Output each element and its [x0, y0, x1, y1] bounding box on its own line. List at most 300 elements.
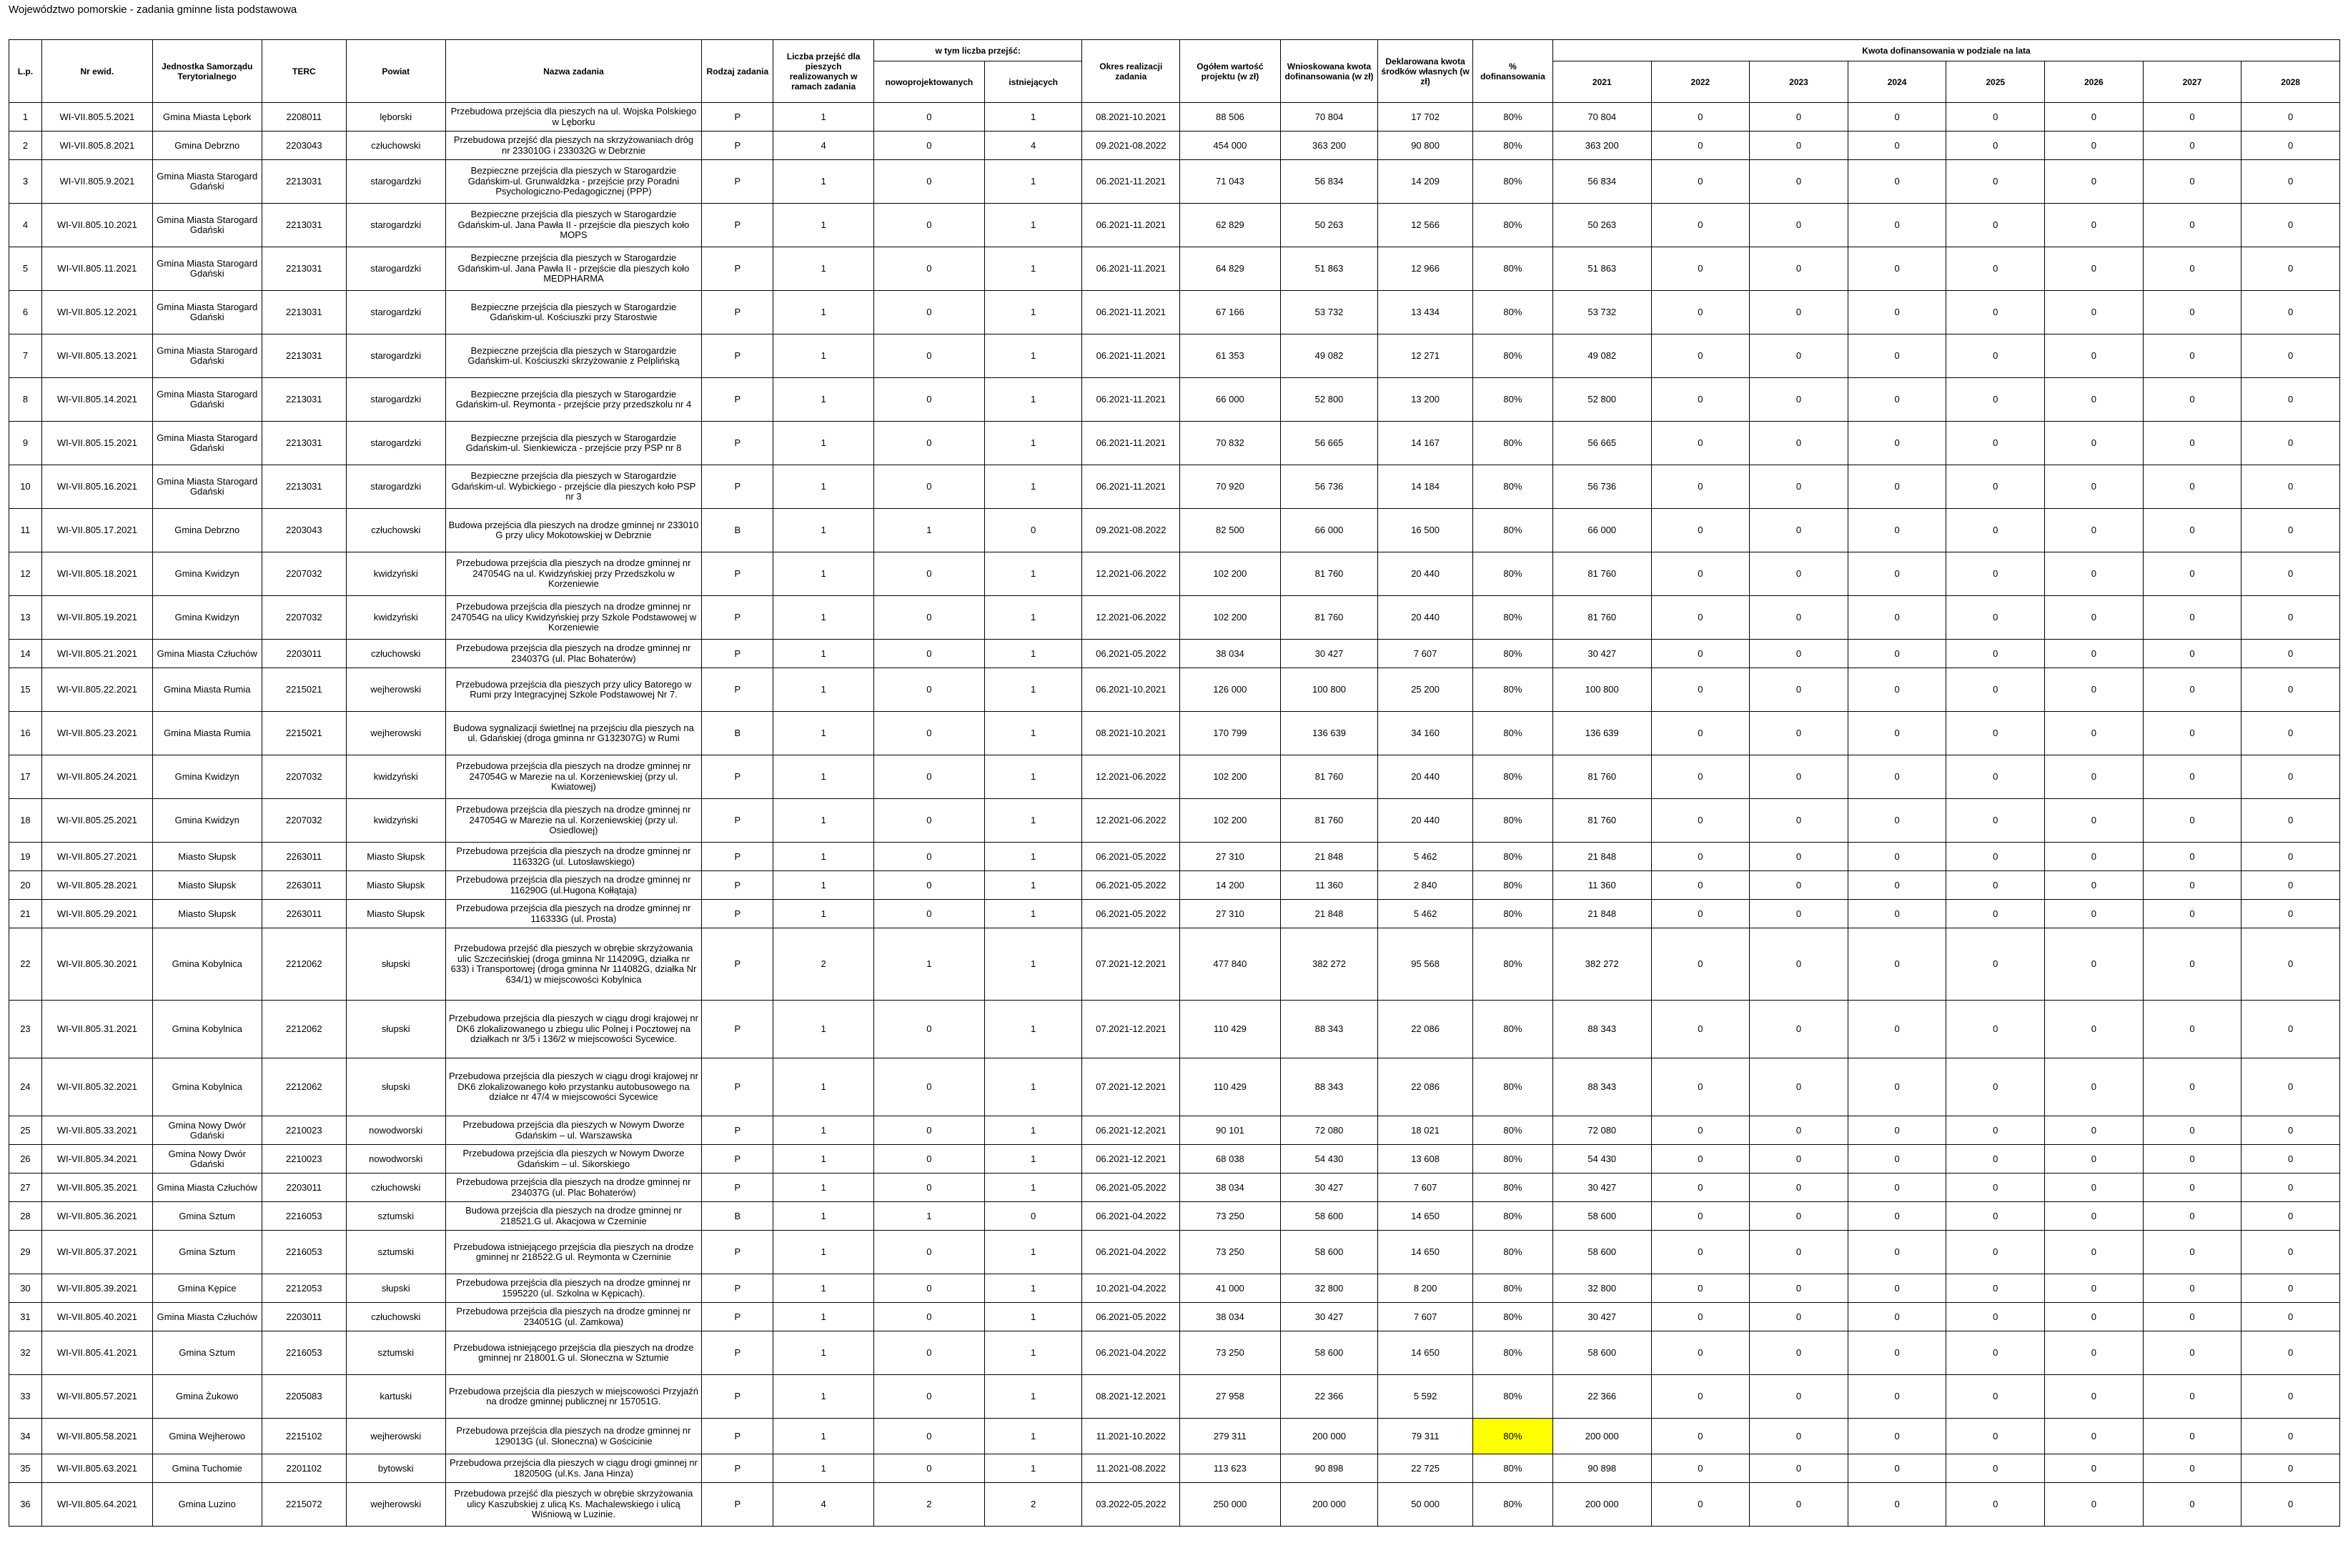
cell-jst: Gmina Miasta Lębork [152, 103, 262, 132]
cell-powiat: kwidzyński [346, 596, 445, 640]
cell-liczba-przejsc: 1 [773, 1303, 874, 1331]
cell-rodzaj-zadania: P [702, 160, 773, 204]
cell-procent-dofinansowania: 80% [1472, 755, 1552, 799]
cell-rodzaj-zadania: P [702, 1001, 773, 1058]
cell-year-amount: 0 [2143, 291, 2242, 334]
cell-year-amount: 0 [2242, 871, 2340, 900]
cell-jst: Gmina Miasta Rumia [152, 668, 262, 712]
cell-jst: Gmina Miasta Starogard Gdański [152, 204, 262, 247]
cell-rodzaj-zadania: P [702, 378, 773, 422]
cell-terc: 2213031 [262, 160, 346, 204]
cell-jst: Gmina Miasta Człuchów [152, 1173, 262, 1202]
cell-year-amount: 0 [1946, 755, 2045, 799]
cell-year-amount: 0 [2143, 1375, 2242, 1419]
cell-nowoprojektowanych: 0 [873, 1058, 984, 1116]
header-istniejacych: istniejących [984, 61, 1082, 103]
cell-terc: 2213031 [262, 378, 346, 422]
header-okres-realizacji: Okres realizacji zadania [1082, 40, 1180, 103]
cell-procent-dofinansowania: 80% [1472, 334, 1552, 378]
cell-rodzaj-zadania: P [702, 1419, 773, 1454]
cell-lp: 35 [9, 1454, 42, 1483]
cell-istniejacych: 0 [984, 1202, 1082, 1231]
cell-liczba-przejsc: 1 [773, 1116, 874, 1145]
cell-powiat: człuchowski [346, 640, 445, 668]
cell-year-amount: 0 [2045, 1331, 2144, 1375]
cell-year-amount: 0 [1848, 1375, 1946, 1419]
cell-year-amount: 0 [1946, 1454, 2045, 1483]
cell-year-amount: 0 [1651, 1145, 1750, 1173]
table-row [9, 1058, 2340, 1116]
cell-ogolem-wartosc: 73 250 [1180, 1231, 1281, 1274]
cell-lp: 4 [9, 204, 42, 247]
cell-year-amount: 0 [1651, 1173, 1750, 1202]
cell-terc: 2215072 [262, 1483, 346, 1527]
cell-nowoprojektowanych: 0 [873, 204, 984, 247]
cell-lp: 24 [9, 1058, 42, 1116]
cell-terc: 2213031 [262, 465, 346, 509]
cell-wnioskowana-kwota: 58 600 [1280, 1331, 1378, 1375]
cell-year-amount: 0 [1946, 712, 2045, 755]
cell-nazwa-zadania: Przebudowa istniejącego przejścia dla pieszych na drodze gminnej nr 218522.G ul. Reymonta w Czerninie [445, 1231, 702, 1274]
cell-year-amount: 0 [1750, 378, 1848, 422]
cell-powiat: kwidzyński [346, 552, 445, 596]
cell-deklarowana-kwota: 22 086 [1378, 1001, 1473, 1058]
cell-year-amount: 0 [1651, 1375, 1750, 1419]
cell-terc: 2215021 [262, 712, 346, 755]
cell-procent-dofinansowania: 80% [1472, 1231, 1552, 1274]
cell-year-amount: 200 000 [1552, 1483, 1651, 1527]
cell-ogolem-wartosc: 27 310 [1180, 900, 1281, 928]
cell-year-amount: 0 [2045, 1001, 2144, 1058]
cell-powiat: wejherowski [346, 1483, 445, 1527]
cell-deklarowana-kwota: 12 566 [1378, 204, 1473, 247]
cell-lp: 21 [9, 900, 42, 928]
cell-year-amount: 0 [2045, 1419, 2144, 1454]
cell-rodzaj-zadania: P [702, 843, 773, 871]
cell-year-amount: 0 [1651, 334, 1750, 378]
cell-year-amount: 0 [1848, 900, 1946, 928]
cell-year-amount: 0 [2045, 668, 2144, 712]
cell-year-amount: 0 [1750, 465, 1848, 509]
cell-istniejacych: 1 [984, 871, 1082, 900]
cell-year-amount: 0 [1848, 378, 1946, 422]
cell-lp: 25 [9, 1116, 42, 1145]
cell-year-amount: 0 [2242, 552, 2340, 596]
cell-year-amount: 0 [1750, 900, 1848, 928]
cell-terc: 2215021 [262, 668, 346, 712]
cell-lp: 7 [9, 334, 42, 378]
cell-year-amount: 0 [2143, 1483, 2242, 1527]
cell-rodzaj-zadania: P [702, 1231, 773, 1274]
header-terc: TERC [262, 40, 346, 103]
cell-procent-dofinansowania: 80% [1472, 465, 1552, 509]
cell-jst: Miasto Słupsk [152, 843, 262, 871]
table-row [9, 1303, 2340, 1331]
cell-powiat: sztumski [346, 1231, 445, 1274]
cell-year-amount: 0 [2143, 1303, 2242, 1331]
header-liczba-przejsc: Liczba przejść dla pieszych realizowanych w ramach zadania [773, 40, 874, 103]
cell-year-amount: 0 [2045, 1454, 2144, 1483]
cell-year-amount: 0 [2045, 1058, 2144, 1116]
cell-rodzaj-zadania: P [702, 871, 773, 900]
cell-terc: 2263011 [262, 871, 346, 900]
cell-terc: 2212062 [262, 928, 346, 1001]
cell-nazwa-zadania: Przebudowa istniejącego przejścia dla pieszych na drodze gminnej nr 218001.G ul. Słoneczna w Sztumie [445, 1331, 702, 1375]
cell-deklarowana-kwota: 34 160 [1378, 712, 1473, 755]
cell-year-amount: 0 [2242, 1001, 2340, 1058]
cell-year-amount: 0 [1750, 132, 1848, 160]
cell-liczba-przejsc: 1 [773, 712, 874, 755]
cell-year-amount: 56 834 [1552, 160, 1651, 204]
cell-okres-realizacji: 12.2021-06.2022 [1082, 596, 1180, 640]
cell-liczba-przejsc: 1 [773, 668, 874, 712]
cell-wnioskowana-kwota: 81 760 [1280, 596, 1378, 640]
cell-ogolem-wartosc: 113 623 [1180, 1454, 1281, 1483]
cell-procent-dofinansowania: 80% [1472, 552, 1552, 596]
cell-ogolem-wartosc: 38 034 [1180, 1173, 1281, 1202]
cell-year-amount: 0 [1651, 799, 1750, 843]
cell-okres-realizacji: 06.2021-11.2021 [1082, 204, 1180, 247]
table-row [9, 132, 2340, 160]
cell-jst: Miasto Słupsk [152, 871, 262, 900]
cell-nr-ewid: WI-VII.805.18.2021 [41, 552, 152, 596]
cell-deklarowana-kwota: 8 200 [1378, 1274, 1473, 1303]
cell-istniejacych: 1 [984, 1001, 1082, 1058]
cell-year-amount: 0 [2242, 596, 2340, 640]
cell-year-amount: 0 [1651, 900, 1750, 928]
cell-nazwa-zadania: Przebudowa przejścia dla pieszych na drodze gminnej nr 1595220 (ul. Szkolna w Kępicach). [445, 1274, 702, 1303]
cell-terc: 2215102 [262, 1419, 346, 1454]
cell-lp: 6 [9, 291, 42, 334]
cell-wnioskowana-kwota: 51 863 [1280, 247, 1378, 291]
cell-year-amount: 0 [1946, 596, 2045, 640]
cell-year-amount: 0 [1750, 422, 1848, 465]
cell-wnioskowana-kwota: 72 080 [1280, 1116, 1378, 1145]
cell-year-amount: 0 [2242, 1419, 2340, 1454]
cell-nazwa-zadania: Bezpieczne przejścia dla pieszych w Starogardzie Gdańskim-ul. Kościuszki skrzyżowanie z Pelplińską [445, 334, 702, 378]
cell-year-amount: 0 [2143, 103, 2242, 132]
table-row [9, 596, 2340, 640]
cell-nr-ewid: WI-VII.805.17.2021 [41, 509, 152, 552]
cell-liczba-przejsc: 1 [773, 1202, 874, 1231]
cell-nowoprojektowanych: 1 [873, 1202, 984, 1231]
cell-year-amount: 0 [1651, 640, 1750, 668]
cell-deklarowana-kwota: 7 607 [1378, 640, 1473, 668]
cell-liczba-przejsc: 1 [773, 799, 874, 843]
cell-year-amount: 70 804 [1552, 103, 1651, 132]
cell-wnioskowana-kwota: 30 427 [1280, 640, 1378, 668]
cell-terc: 2205083 [262, 1375, 346, 1419]
cell-year-amount: 0 [1848, 103, 1946, 132]
header-year: 2022 [1651, 61, 1750, 103]
cell-year-amount: 0 [2045, 712, 2144, 755]
cell-lp: 29 [9, 1231, 42, 1274]
cell-liczba-przejsc: 1 [773, 1331, 874, 1375]
cell-nr-ewid: WI-VII.805.16.2021 [41, 465, 152, 509]
cell-year-amount: 0 [1946, 1331, 2045, 1375]
cell-deklarowana-kwota: 7 607 [1378, 1173, 1473, 1202]
cell-nr-ewid: WI-VII.805.35.2021 [41, 1173, 152, 1202]
cell-year-amount: 0 [1750, 712, 1848, 755]
table-row [9, 871, 2340, 900]
cell-ogolem-wartosc: 102 200 [1180, 596, 1281, 640]
cell-rodzaj-zadania: P [702, 334, 773, 378]
cell-year-amount: 0 [2045, 900, 2144, 928]
cell-year-amount: 30 427 [1552, 640, 1651, 668]
cell-year-amount: 0 [1946, 422, 2045, 465]
cell-nr-ewid: WI-VII.805.11.2021 [41, 247, 152, 291]
cell-nazwa-zadania: Przebudowa przejścia dla pieszych na drodze gminnej nr 247054G w Marezie na ul. Korzeniewskiej (przy ul. Osiedlowej) [445, 799, 702, 843]
cell-wnioskowana-kwota: 100 800 [1280, 668, 1378, 712]
cell-terc: 2213031 [262, 334, 346, 378]
table-body [9, 103, 2340, 1527]
cell-istniejacych: 1 [984, 1116, 1082, 1145]
cell-wnioskowana-kwota: 21 848 [1280, 900, 1378, 928]
cell-year-amount: 0 [2242, 1375, 2340, 1419]
cell-powiat: słupski [346, 1001, 445, 1058]
cell-year-amount: 0 [1750, 552, 1848, 596]
cell-okres-realizacji: 08.2021-12.2021 [1082, 1375, 1180, 1419]
cell-terc: 2207032 [262, 596, 346, 640]
header-lp: L.p. [9, 40, 42, 103]
cell-nr-ewid: WI-VII.805.63.2021 [41, 1454, 152, 1483]
cell-powiat: słupski [346, 928, 445, 1001]
cell-year-amount: 0 [1651, 1419, 1750, 1454]
cell-year-amount: 0 [2143, 1274, 2242, 1303]
cell-rodzaj-zadania: P [702, 928, 773, 1001]
cell-year-amount: 0 [1848, 1202, 1946, 1231]
cell-deklarowana-kwota: 5 592 [1378, 1375, 1473, 1419]
cell-powiat: wejherowski [346, 668, 445, 712]
cell-year-amount: 30 427 [1552, 1173, 1651, 1202]
cell-deklarowana-kwota: 12 271 [1378, 334, 1473, 378]
cell-year-amount: 0 [2242, 160, 2340, 204]
cell-year-amount: 0 [2045, 596, 2144, 640]
cell-year-amount: 0 [1651, 247, 1750, 291]
cell-year-amount: 0 [2045, 1274, 2144, 1303]
cell-deklarowana-kwota: 18 021 [1378, 1116, 1473, 1145]
cell-rodzaj-zadania: P [702, 552, 773, 596]
cell-year-amount: 0 [1750, 1231, 1848, 1274]
cell-rodzaj-zadania: P [702, 799, 773, 843]
cell-terc: 2208011 [262, 103, 346, 132]
cell-year-amount: 0 [1946, 1173, 2045, 1202]
table-row [9, 1231, 2340, 1274]
cell-istniejacych: 1 [984, 712, 1082, 755]
cell-year-amount: 0 [2242, 1145, 2340, 1173]
cell-liczba-przejsc: 1 [773, 509, 874, 552]
cell-jst: Gmina Nowy Dwór Gdański [152, 1145, 262, 1173]
cell-year-amount: 0 [1946, 132, 2045, 160]
cell-procent-dofinansowania: 80% [1472, 1483, 1552, 1527]
cell-year-amount: 0 [2045, 247, 2144, 291]
cell-year-amount: 0 [2045, 1483, 2144, 1527]
cell-ogolem-wartosc: 250 000 [1180, 1483, 1281, 1527]
cell-wnioskowana-kwota: 22 366 [1280, 1375, 1378, 1419]
cell-year-amount: 0 [2242, 712, 2340, 755]
cell-year-amount: 0 [1651, 755, 1750, 799]
cell-year-amount: 0 [2045, 640, 2144, 668]
cell-lp: 18 [9, 799, 42, 843]
cell-powiat: starogardzki [346, 291, 445, 334]
header-powiat: Powiat [346, 40, 445, 103]
cell-year-amount: 0 [1946, 843, 2045, 871]
cell-nowoprojektowanych: 0 [873, 1303, 984, 1331]
cell-powiat: słupski [346, 1274, 445, 1303]
cell-year-amount: 0 [1750, 1173, 1848, 1202]
cell-year-amount: 0 [1651, 509, 1750, 552]
cell-procent-dofinansowania: 80% [1472, 1331, 1552, 1375]
cell-istniejacych: 1 [984, 1274, 1082, 1303]
cell-nazwa-zadania: Bezpieczne przejścia dla pieszych w Starogardzie Gdańskim-ul. Kościuszki przy Starostwie [445, 291, 702, 334]
header-year: 2023 [1750, 61, 1848, 103]
cell-lp: 2 [9, 132, 42, 160]
cell-jst: Gmina Miasta Starogard Gdański [152, 160, 262, 204]
cell-year-amount: 0 [2143, 1173, 2242, 1202]
header-w-tym: w tym liczba przejść: [873, 40, 1082, 61]
cell-year-amount: 0 [2242, 1483, 2340, 1527]
cell-year-amount: 0 [1651, 1303, 1750, 1331]
cell-rodzaj-zadania: P [702, 132, 773, 160]
cell-terc: 2213031 [262, 291, 346, 334]
cell-wnioskowana-kwota: 81 760 [1280, 799, 1378, 843]
cell-terc: 2207032 [262, 552, 346, 596]
cell-year-amount: 0 [1946, 1303, 2045, 1331]
cell-lp: 17 [9, 755, 42, 799]
cell-wnioskowana-kwota: 56 736 [1280, 465, 1378, 509]
cell-powiat: lęborski [346, 103, 445, 132]
cell-lp: 26 [9, 1145, 42, 1173]
cell-procent-dofinansowania: 80% [1472, 422, 1552, 465]
cell-deklarowana-kwota: 14 184 [1378, 465, 1473, 509]
cell-ogolem-wartosc: 90 101 [1180, 1116, 1281, 1145]
cell-ogolem-wartosc: 477 840 [1180, 928, 1281, 1001]
cell-year-amount: 0 [2143, 1058, 2242, 1116]
cell-nr-ewid: WI-VII.805.15.2021 [41, 422, 152, 465]
cell-nr-ewid: WI-VII.805.34.2021 [41, 1145, 152, 1173]
cell-procent-dofinansowania: 80% [1472, 1454, 1552, 1483]
cell-liczba-przejsc: 1 [773, 1419, 874, 1454]
cell-liczba-przejsc: 1 [773, 103, 874, 132]
cell-nowoprojektowanych: 0 [873, 103, 984, 132]
cell-year-amount: 0 [2143, 843, 2242, 871]
cell-year-amount: 0 [2143, 712, 2242, 755]
cell-nr-ewid: WI-VII.805.21.2021 [41, 640, 152, 668]
cell-istniejacych: 1 [984, 1231, 1082, 1274]
cell-okres-realizacji: 06.2021-05.2022 [1082, 871, 1180, 900]
cell-wnioskowana-kwota: 136 639 [1280, 712, 1378, 755]
cell-nowoprojektowanych: 0 [873, 596, 984, 640]
cell-year-amount: 0 [1651, 668, 1750, 712]
cell-powiat: Miasto Słupsk [346, 871, 445, 900]
cell-wnioskowana-kwota: 52 800 [1280, 378, 1378, 422]
cell-nazwa-zadania: Przebudowa przejścia dla pieszych na drodze gminnej nr 234051G (ul. Zamkowa) [445, 1303, 702, 1331]
cell-ogolem-wartosc: 62 829 [1180, 204, 1281, 247]
cell-year-amount: 0 [2143, 1331, 2242, 1375]
cell-year-amount: 0 [1946, 1058, 2045, 1116]
cell-nr-ewid: WI-VII.805.28.2021 [41, 871, 152, 900]
cell-year-amount: 0 [2045, 871, 2144, 900]
header-kwota-dofinansowania: Kwota dofinansowania w podziale na lata [1552, 40, 2339, 61]
cell-wnioskowana-kwota: 90 898 [1280, 1454, 1378, 1483]
cell-lp: 32 [9, 1331, 42, 1375]
cell-year-amount: 0 [1750, 1058, 1848, 1116]
cell-istniejacych: 1 [984, 799, 1082, 843]
cell-deklarowana-kwota: 13 200 [1378, 378, 1473, 422]
cell-year-amount: 0 [2242, 1231, 2340, 1274]
cell-year-amount: 0 [1750, 103, 1848, 132]
cell-ogolem-wartosc: 454 000 [1180, 132, 1281, 160]
header-wnioskowana-kwota: Wnioskowana kwota dofinansowania (w zł) [1280, 40, 1378, 103]
cell-powiat: sztumski [346, 1331, 445, 1375]
cell-deklarowana-kwota: 20 440 [1378, 755, 1473, 799]
cell-year-amount: 56 665 [1552, 422, 1651, 465]
cell-liczba-przejsc: 2 [773, 928, 874, 1001]
cell-deklarowana-kwota: 7 607 [1378, 1303, 1473, 1331]
cell-year-amount: 0 [1848, 1419, 1946, 1454]
cell-lp: 28 [9, 1202, 42, 1231]
cell-nr-ewid: WI-VII.805.32.2021 [41, 1058, 152, 1116]
cell-nr-ewid: WI-VII.805.29.2021 [41, 900, 152, 928]
cell-jst: Gmina Miasta Starogard Gdański [152, 422, 262, 465]
cell-powiat: starogardzki [346, 378, 445, 422]
cell-nowoprojektowanych: 0 [873, 1331, 984, 1375]
cell-okres-realizacji: 06.2021-04.2022 [1082, 1331, 1180, 1375]
cell-year-amount: 0 [1946, 465, 2045, 509]
cell-okres-realizacji: 06.2021-11.2021 [1082, 465, 1180, 509]
cell-rodzaj-zadania: P [702, 1173, 773, 1202]
cell-nowoprojektowanych: 0 [873, 160, 984, 204]
cell-nr-ewid: WI-VII.805.31.2021 [41, 1001, 152, 1058]
cell-year-amount: 0 [1848, 1001, 1946, 1058]
cell-year-amount: 0 [2045, 132, 2144, 160]
cell-nr-ewid: WI-VII.805.8.2021 [41, 132, 152, 160]
cell-year-amount: 0 [2143, 160, 2242, 204]
cell-lp: 15 [9, 668, 42, 712]
cell-ogolem-wartosc: 170 799 [1180, 712, 1281, 755]
cell-nazwa-zadania: Bezpieczne przejścia dla pieszych w Starogardzie Gdańskim-ul. Jana Pawła II - przejście dla pieszych koło MEDPHARMA [445, 247, 702, 291]
cell-deklarowana-kwota: 20 440 [1378, 799, 1473, 843]
cell-okres-realizacji: 12.2021-06.2022 [1082, 755, 1180, 799]
cell-wnioskowana-kwota: 50 263 [1280, 204, 1378, 247]
cell-istniejacych: 1 [984, 422, 1082, 465]
cell-ogolem-wartosc: 82 500 [1180, 509, 1281, 552]
cell-rodzaj-zadania: P [702, 204, 773, 247]
cell-liczba-przejsc: 1 [773, 900, 874, 928]
cell-year-amount: 0 [1651, 552, 1750, 596]
cell-wnioskowana-kwota: 81 760 [1280, 755, 1378, 799]
cell-nowoprojektowanych: 2 [873, 1483, 984, 1527]
cell-rodzaj-zadania: P [702, 1454, 773, 1483]
cell-year-amount: 0 [2045, 291, 2144, 334]
cell-deklarowana-kwota: 90 800 [1378, 132, 1473, 160]
cell-nazwa-zadania: Przebudowa przejścia dla pieszych w ciągu drogi gminnej nr 182050G (ul.Ks. Jana Hinza) [445, 1454, 702, 1483]
cell-year-amount: 0 [1946, 928, 2045, 1001]
cell-nazwa-zadania: Przebudowa przejścia dla pieszych na ul. Wojska Polskiego w Lęborku [445, 103, 702, 132]
cell-okres-realizacji: 06.2021-11.2021 [1082, 160, 1180, 204]
cell-procent-dofinansowania: 80% [1472, 378, 1552, 422]
table-row [9, 1173, 2340, 1202]
cell-deklarowana-kwota: 5 462 [1378, 843, 1473, 871]
cell-year-amount: 0 [2143, 204, 2242, 247]
cell-terc: 2210023 [262, 1145, 346, 1173]
cell-year-amount: 0 [1651, 160, 1750, 204]
cell-year-amount: 0 [2242, 1058, 2340, 1116]
cell-year-amount: 0 [2242, 103, 2340, 132]
cell-procent-dofinansowania: 80% [1472, 247, 1552, 291]
cell-year-amount: 0 [1848, 1303, 1946, 1331]
cell-nowoprojektowanych: 0 [873, 1116, 984, 1145]
